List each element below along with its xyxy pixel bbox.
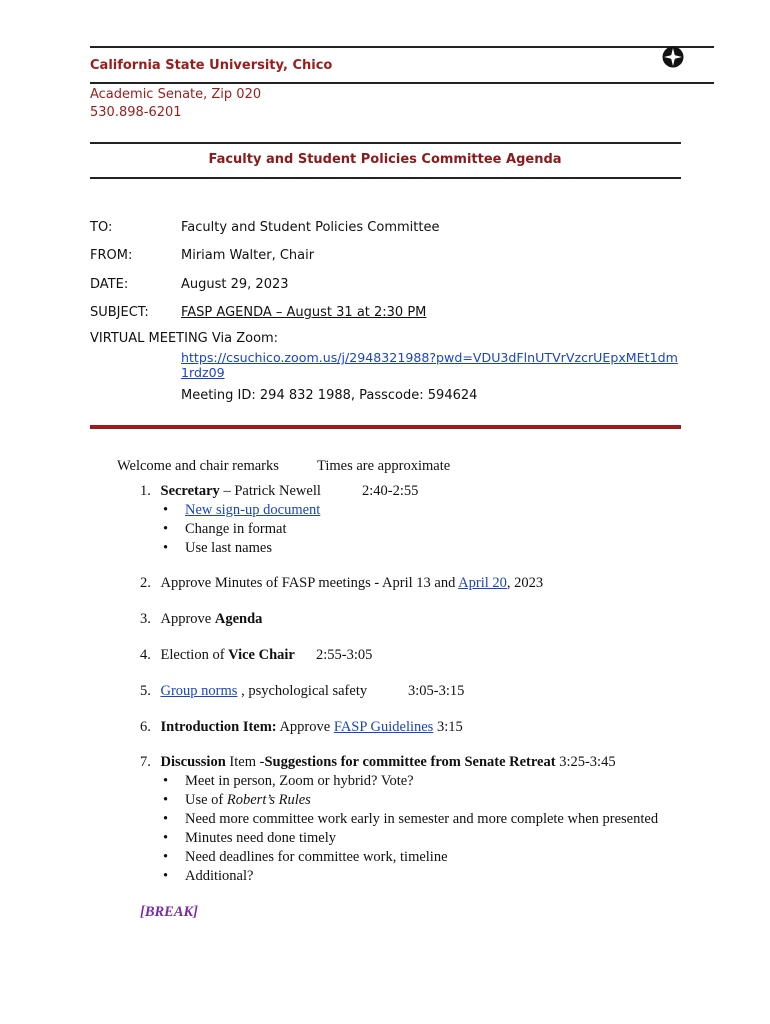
subject-label: SUBJECT:: [90, 305, 149, 320]
bullet-text: Change in format: [185, 521, 287, 537]
item-3-bold: Agenda: [214, 611, 263, 627]
signup-document-link[interactable]: New sign-up document: [185, 502, 321, 518]
bullet-text: Use last names: [185, 540, 272, 556]
list-item: [163, 773, 414, 790]
item-4-time: 2:55-3:05: [316, 647, 373, 663]
header-top-rule: [90, 46, 714, 48]
item-number: 3.: [140, 611, 151, 627]
title-top-rule: [90, 142, 681, 144]
bullet-dot: •: [163, 521, 169, 537]
university-seal-icon: [662, 46, 684, 68]
from-value: Miriam Walter, Chair: [181, 248, 315, 263]
agenda-item-2: [140, 575, 543, 592]
bullet-text: Need deadlines for committee work, timeline: [185, 849, 448, 865]
item-2-text: Approve Minutes of FASP meetings - April 13 and: [160, 575, 459, 591]
item-1-title: Secretary: [160, 483, 220, 499]
item-6-time: 3:15: [433, 719, 463, 735]
to-value: Faculty and Student Policies Committee: [181, 220, 440, 235]
date-value: August 29, 2023: [181, 277, 289, 292]
from-label: FROM:: [90, 248, 133, 263]
section-divider: [90, 425, 681, 429]
bullet-dot: •: [163, 773, 169, 789]
bullet-dot: •: [163, 811, 169, 827]
fasp-guidelines-link[interactable]: FASP Guidelines: [333, 719, 434, 735]
bullet-dot: •: [163, 792, 169, 808]
agenda-item-6: [140, 719, 463, 736]
item-number: 7.: [140, 754, 151, 770]
item-1-rest: – Patrick Newell: [219, 483, 321, 499]
item-number: 2.: [140, 575, 151, 591]
bullet-text: Meet in person, Zoom or hybrid? Vote?: [185, 773, 414, 789]
list-item: [163, 811, 659, 828]
agenda-item-1: [140, 483, 321, 500]
item-2-after: , 2023: [506, 575, 544, 591]
date-label: DATE:: [90, 277, 129, 292]
zoom-link-line-2: 1rdz09: [181, 365, 225, 380]
break-label: [BREAK]: [140, 904, 199, 920]
agenda-item-3: [140, 611, 262, 628]
times-note: Times are approximate: [317, 458, 451, 474]
list-item: [163, 849, 448, 866]
bullet-dot: •: [163, 849, 169, 865]
agenda-item-4: [140, 647, 295, 664]
list-item: [163, 868, 254, 885]
header-bottom-rule: [90, 82, 714, 84]
bullet-text: Minutes need done timely: [185, 830, 337, 846]
agenda-item-7: [140, 754, 616, 771]
university-name: California State University, Chico: [90, 58, 333, 73]
subject-value: FASP AGENDA – August 31 at 2:30 PM: [181, 305, 427, 320]
list-item: [163, 830, 337, 847]
bullet-text: Need more committee work early in semester and more complete when presented: [185, 811, 659, 827]
list-item: [163, 521, 287, 538]
welcome-remarks: Welcome and chair remarks: [117, 458, 279, 474]
item-number: 1.: [140, 483, 151, 499]
zoom-link-line-1: https://csuchico.zoom.us/j/2948321988?pwd=VDU3dFlnUTVrVzcrUEpxMEt1dm: [181, 350, 678, 365]
item-7-text: Item -: [225, 754, 265, 770]
bullet-dot: •: [163, 540, 169, 556]
item-6-bold: Introduction Item:: [160, 719, 277, 735]
page-title: Faculty and Student Policies Committee Agenda: [208, 152, 562, 167]
bullet-text: Use of: [185, 792, 227, 808]
item-7-bold-1: Discussion: [160, 754, 226, 770]
item-3-text: Approve: [160, 611, 215, 627]
item-number: 6.: [140, 719, 151, 735]
list-item: [163, 792, 311, 809]
item-6-text: Approve: [276, 719, 334, 735]
item-4-text: Election of: [160, 647, 229, 663]
bullet-dot: •: [163, 502, 169, 518]
title-bottom-rule: [90, 177, 681, 179]
item-5-text: , psychological safety: [237, 683, 368, 699]
bullet-text: Additional?: [185, 868, 254, 884]
april-20-link[interactable]: April 20: [458, 575, 507, 591]
list-item: [163, 502, 321, 519]
item-number: 5.: [140, 683, 151, 699]
group-norms-link[interactable]: Group norms: [160, 683, 238, 699]
zoom-link[interactable]: [181, 350, 678, 380]
phone: 530.898-6201: [90, 105, 182, 120]
agenda-item-5: [140, 683, 367, 700]
virtual-meeting-label: VIRTUAL MEETING Via Zoom:: [90, 331, 279, 346]
item-7-time: 3:25-3:45: [555, 754, 616, 770]
item-5-time: 3:05-3:15: [408, 683, 465, 699]
item-number: 4.: [140, 647, 151, 663]
department: Academic Senate, Zip 020: [90, 87, 262, 102]
item-7-bold-2: Suggestions for committee from Senate Retreat: [264, 754, 556, 770]
item-1-time: 2:40-2:55: [362, 483, 419, 499]
bullet-dot: •: [163, 830, 169, 846]
to-label: TO:: [90, 220, 113, 235]
item-4-bold: Vice Chair: [228, 647, 295, 663]
roberts-rules-text: Robert’s Rules: [226, 792, 311, 808]
list-item: [163, 540, 272, 557]
meeting-id: Meeting ID: 294 832 1988, Passcode: 594624: [181, 388, 478, 403]
bullet-dot: •: [163, 868, 169, 884]
